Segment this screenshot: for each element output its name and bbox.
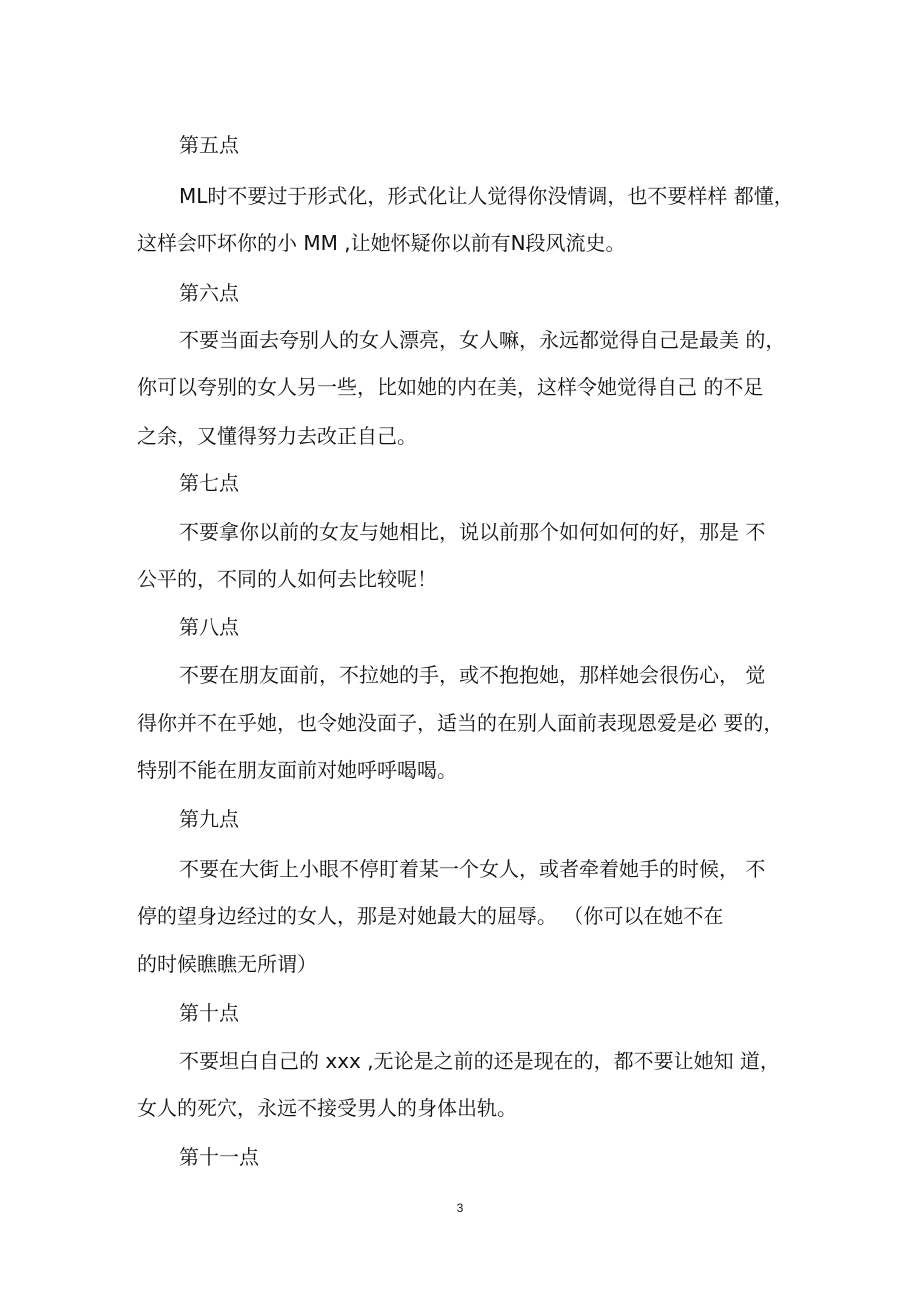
page-number: 3 (456, 1201, 464, 1215)
paragraph-line: 公平的，不同的人如何去比较呢！ (137, 567, 437, 591)
paragraph-line: 停的望身边经过的女人，那是对她最大的屈辱。 （你可以在她不在 (137, 904, 724, 928)
paragraph-line: 得你并不在乎她，也令她没面子，适当的在别人面前表现恩爱是必 要的， (137, 711, 784, 735)
paragraph-line: 不要在朋友面前，不拉她的手，或不抱抱她，那样她会很伤心， 觉 (179, 663, 766, 687)
paragraph-line: 女人的死穴，永远不接受男人的身体出轨。 (137, 1096, 517, 1120)
section-heading: 第七点 (179, 471, 239, 495)
section-heading: 第九点 (179, 807, 239, 831)
section-heading: 第八点 (179, 615, 239, 639)
section-heading: 第十点 (179, 1001, 239, 1025)
section-heading: 第六点 (179, 281, 239, 305)
section-heading: 第十一点 (179, 1145, 259, 1169)
paragraph-line: 不要在大街上小眼不停盯着某一个女人，或者牵着她手的时候， 不 (179, 857, 766, 881)
paragraph-line: 你可以夸别的女人另一些，比如她的内在美，这样令她觉得自己 的不足 (137, 375, 764, 399)
paragraph-line: ML时不要过于形式化，形式化让人觉得你没情调，也不要样样 都懂， (179, 184, 794, 208)
paragraph-line: 特别不能在朋友面前对她呼呼喝喝。 (137, 758, 457, 782)
paragraph-line: 不要拿你以前的女友与她相比，说以前那个如何如何的好，那是 不 (179, 520, 766, 544)
paragraph-line: 之余，又懂得努力去改正自己。 (137, 424, 417, 448)
section-heading: 第五点 (179, 133, 239, 157)
paragraph-line: 不要当面去夸别人的女人漂亮，女人嘛，永远都觉得自己是最美 的， (179, 328, 786, 352)
paragraph-line: 不要坦白自己的 xxx ,无论是之前的还是现在的，都不要让她知 道， (179, 1049, 780, 1073)
paragraph-line: 的时候瞧瞧无所谓） (137, 952, 317, 976)
paragraph-line: 这样会吓坏你的小 MM ,让她怀疑你以前有N段风流史。 (137, 231, 626, 255)
